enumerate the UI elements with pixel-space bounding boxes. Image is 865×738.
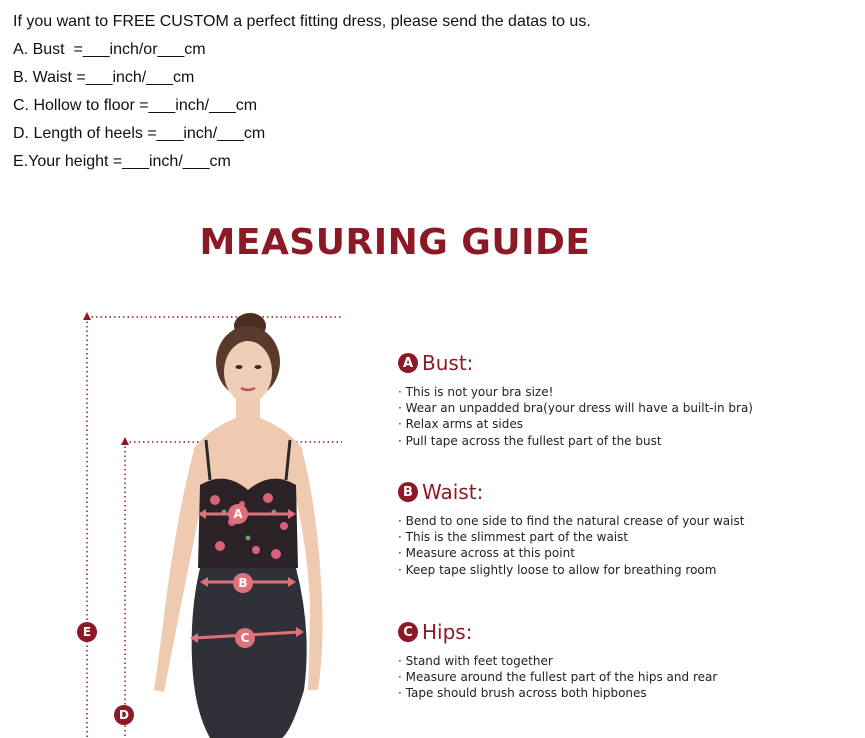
bust-tip: · Pull tape across the fullest part of the bust	[398, 433, 662, 448]
custom-size-instructions	[13, 8, 591, 176]
waist-tip: · Keep tape slightly loose to allow for breathing room	[398, 562, 717, 577]
marker-c-label: C	[240, 631, 250, 645]
hips-tip: · Measure around the fullest part of the hips and rear	[398, 670, 718, 685]
hips-tip: · Tape should brush across both hipbones	[398, 686, 647, 701]
waist-tip: · Measure across at this point	[398, 546, 575, 561]
height-arrow-head	[83, 312, 91, 320]
waist-tips	[398, 513, 818, 578]
marker-d-label: D	[119, 708, 129, 722]
hips-tip: · Stand with feet together	[398, 654, 553, 668]
waist-section	[398, 479, 818, 578]
waist-badge: B	[398, 482, 418, 502]
bust-field-line: A. Bust =___inch/or___cm	[13, 41, 206, 58]
hips-title: Hips:	[422, 620, 473, 644]
height-field-line: E.Your height =___inch/___cm	[13, 153, 231, 170]
bust-tip: · Wear an unpadded bra(your dress will have a built-in bra)	[398, 401, 753, 416]
hollow-arrow-head	[121, 437, 129, 445]
marker-a-label: A	[233, 507, 243, 521]
mermaid-skirt	[192, 568, 307, 738]
bust-tips	[398, 384, 818, 449]
marker-b-label: B	[238, 576, 248, 590]
waist-title: Waist:	[422, 480, 484, 504]
bust-tip: · This is not your bra size!	[398, 385, 554, 399]
marker-c	[235, 628, 255, 648]
marker-a	[228, 504, 248, 524]
hips-tips	[398, 653, 818, 702]
marker-e	[77, 622, 97, 642]
intro-heading: If you want to FREE CUSTOM a perfect fitting dress, please send the datas to us.	[13, 13, 591, 30]
marker-b	[233, 573, 253, 593]
heel-length-field-line: D. Length of heels =___inch/___cm	[13, 125, 266, 142]
bust-tip: · Relax arms at sides	[398, 417, 523, 432]
model-measurement-illustration	[60, 300, 380, 738]
hips-badge: C	[398, 622, 418, 642]
hollow-to-floor-field-line: C. Hollow to floor =___inch/___cm	[13, 97, 258, 114]
measuring-guide-title: MEASURING GUIDE	[199, 222, 591, 263]
waist-field-line: B. Waist =___inch/___cm	[13, 69, 195, 86]
bust-badge: A	[398, 353, 418, 373]
bust-section	[398, 350, 818, 449]
marker-d	[114, 705, 134, 725]
hips-section	[398, 619, 818, 702]
waist-tip: · This is the slimmest part of the waist	[398, 530, 629, 545]
marker-e-label: E	[82, 625, 92, 639]
face	[224, 341, 272, 403]
waist-tip: · Bend to one side to find the natural crease of your waist	[398, 514, 745, 528]
bust-title: Bust:	[422, 351, 474, 375]
